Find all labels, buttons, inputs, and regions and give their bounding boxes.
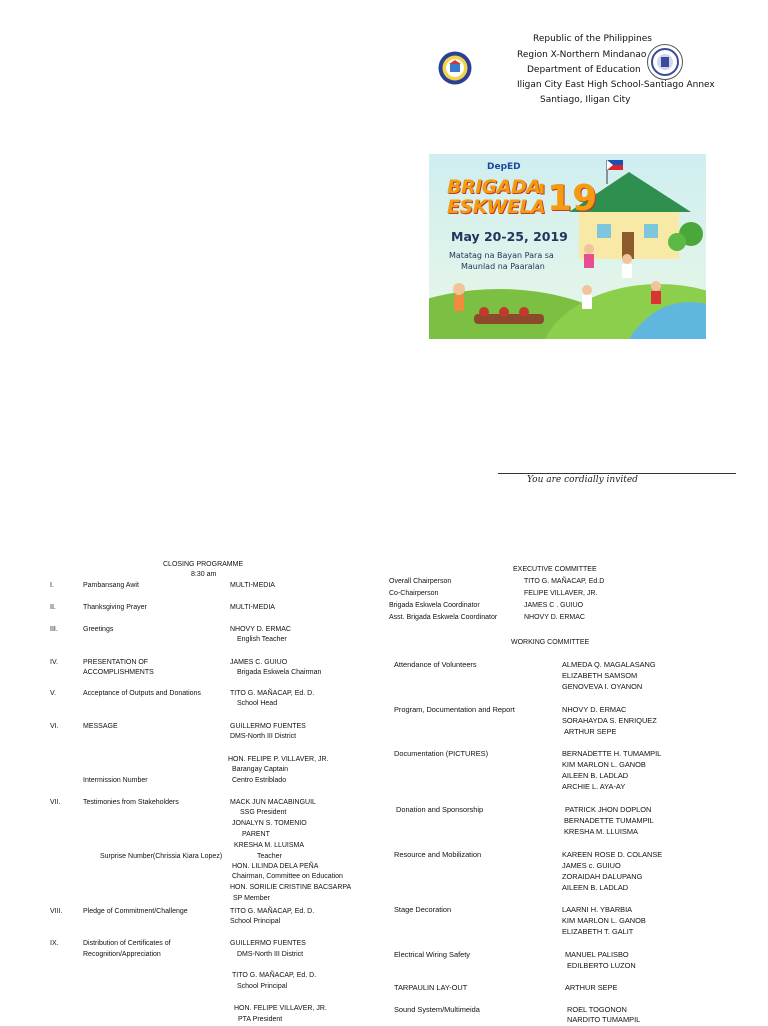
executive-name: NHOVY D. ERMAC <box>524 614 585 621</box>
brigada-eskwela-banner <box>429 154 706 339</box>
programme-person: JAMES C. GUIUO <box>230 659 288 666</box>
programme-item-label: Intermission Number <box>83 777 148 784</box>
working-member: BERNADETTE TUMAMPIL <box>564 816 654 825</box>
deped-seal-logo <box>647 44 683 80</box>
programme-num: VII. <box>50 799 61 806</box>
programme-item-label: Distribution of Certificates of <box>83 940 171 947</box>
programme-item-label: Pambansang Awit <box>83 582 139 589</box>
programme-item-label-2: Recognition/Appreciation <box>83 951 161 958</box>
programme-person: GUILLERMO FUENTES <box>230 723 306 730</box>
working-member: ARTHUR SEPE <box>565 983 618 992</box>
banner-dates: May 20-25, 2019 <box>451 229 568 244</box>
programme-num: VIII. <box>50 908 63 915</box>
programme-item-label-2: ACCOMPLISHMENTS <box>83 669 154 676</box>
header-line-4: Iligan City East High School-Santiago Annex <box>517 80 715 90</box>
working-task: Electrical Wiring Safety <box>394 950 470 959</box>
programme-person-role: DMS-North III District <box>230 733 297 740</box>
working-task: Resource and Mobilization <box>394 850 482 859</box>
working-member: KIM MARLON L. GANOB <box>562 916 646 925</box>
programme-person-role: English Teacher <box>237 636 287 643</box>
programme-person-role: DMS-North III District <box>237 951 304 958</box>
working-member: NHOVY D. ERMAC <box>562 705 627 714</box>
programme-num: V. <box>50 690 56 697</box>
deped-brand: DepED <box>487 162 521 172</box>
banner-slogan-2: Maunlad na Paaralan <box>461 262 545 271</box>
working-member: KAREEN ROSE D. COLANSE <box>562 850 663 859</box>
programme-item-label: Greetings <box>83 626 114 633</box>
programme-person-role: PARENT <box>242 831 270 838</box>
banner-title-2: ESKWELA <box>447 196 546 218</box>
working-member: AILEEN B. LADLAD <box>562 771 629 780</box>
programme-person-role: Brigada Eskwela Chairman <box>237 669 322 676</box>
working-member: SORAHAYDA S. ENRIQUEZ <box>562 716 657 725</box>
programme-item-label: Testimonies from Stakeholders <box>83 799 179 806</box>
programme-person-role: SP Member <box>233 895 270 902</box>
programme-person-role: SSG President <box>240 809 287 816</box>
programme-person-role: School Principal <box>230 918 281 925</box>
header-line-1: Republic of the Philippines <box>533 34 652 44</box>
executive-name: FELIPE VILLAVER, JR. <box>524 590 598 597</box>
programme-num: I. <box>50 582 54 589</box>
programme-item-label: Thanksgiving Prayer <box>83 604 147 611</box>
working-member: ZORAIDAH DALUPANG <box>562 872 643 881</box>
programme-person: HON. SORILIE CRISTINE BACSARPA <box>230 884 352 891</box>
programme-person: TITO G. MAÑACAP, Ed. D. <box>230 690 315 697</box>
programme-item-label: PRESENTATION OF <box>83 659 149 666</box>
working-task: Program, Documentation and Report <box>394 705 515 714</box>
working-member: ROEL TOGONON <box>567 1005 627 1014</box>
programme-person: HON. LILINDA DELA PEÑA <box>232 863 319 870</box>
working-member: NARDITO TUMAMPIL <box>567 1015 641 1024</box>
executive-name: JAMES C . GUIUO <box>524 602 584 609</box>
programme-num: VI. <box>50 723 59 730</box>
working-member: MANUEL PALISBO <box>565 950 629 959</box>
header-line-2: Region X-Northern Mindanao <box>517 50 647 60</box>
working-member: PATRICK JHON DOPLON <box>565 805 652 814</box>
working-member: KIM MARLON L. GANOB <box>562 760 646 769</box>
banner-year: '19 <box>536 178 598 219</box>
working-member: ARTHUR SEPE <box>564 727 617 736</box>
working-member: AILEEN B. LADLAD <box>562 883 629 892</box>
working-member: KRESHA M. LLUISMA <box>564 827 638 836</box>
programme-person-role: PTA President <box>238 1016 283 1023</box>
programme-title: CLOSING PROGRAMME <box>163 561 244 568</box>
programme-item-label: Surprise Number(Chrissia Kiara Lopez) <box>100 853 223 860</box>
programme-person: NHOVY D. ERMAC <box>230 626 291 633</box>
programme-item-label: Pledge of Commitment/Challenge <box>83 908 188 915</box>
working-member: LAARNI H. YBARBIA <box>562 905 633 914</box>
programme-person: TITO G. MAÑACAP, Ed. D. <box>232 972 317 979</box>
working-member: ELIZABETH SAMSOM <box>562 671 638 680</box>
executive-role: Overall Chairperson <box>389 578 452 585</box>
programme-person: HON. FELIPE P. VILLAVER, JR. <box>228 756 329 763</box>
programme-num: IV. <box>50 659 58 666</box>
working-task: Documentation (PICTURES) <box>394 749 489 758</box>
programme-person: KRESHA M. LLUISMA <box>234 842 305 849</box>
working-title: WORKING COMMITTEE <box>511 639 590 646</box>
executive-title: EXECUTIVE COMMITTEE <box>513 566 597 573</box>
working-member: JAMES c. GUIUO <box>562 861 621 870</box>
programme-person: TITO G. MAÑACAP, Ed. D. <box>230 908 315 915</box>
invitation-text: You are cordially invited <box>527 475 638 485</box>
banner-title-1: BRIGADA <box>447 176 541 198</box>
working-task: Stage Decoration <box>394 905 452 914</box>
working-task: TARPAULIN LAY-OUT <box>394 983 468 992</box>
programme-person: MULTI-MEDIA <box>230 604 275 611</box>
header-line-3: Department of Education <box>527 65 641 75</box>
programme-person: Centro Estriblado <box>232 777 287 784</box>
working-member: EDILBERTO LUZON <box>567 961 636 970</box>
programme-person-role: School Principal <box>237 983 288 990</box>
programme-person-role: Barangay Captain <box>232 766 289 773</box>
programme-item-label: Acceptance of Outputs and Donations <box>83 690 201 697</box>
header-line-5: Santiago, Iligan City <box>540 95 631 105</box>
programme-time: 8:30 am <box>191 571 217 578</box>
school-seal-logo <box>438 51 472 85</box>
programme-item-label: MESSAGE <box>83 723 118 730</box>
working-member: ELIZABETH T. GALIT <box>562 927 634 936</box>
programme-num: IX. <box>50 940 59 947</box>
programme-person: MACK JUN MACABINGUIL <box>230 799 316 806</box>
programme-person: JONALYN S. TOMENIO <box>232 820 307 827</box>
working-task: Donation and Sponsorship <box>396 805 484 814</box>
programme-person-role: Chairman, Committee on Education <box>232 873 343 880</box>
executive-role: Brigada Eskwela Coordinator <box>389 602 480 609</box>
invitation-rule <box>498 473 736 474</box>
programme-num: III. <box>50 626 58 633</box>
working-member: ALMEDA Q. MAGALASANG <box>562 660 656 669</box>
working-member: ARCHIE L. AYA-AY <box>562 782 626 791</box>
working-task: Sound System/Multimeida <box>394 1005 480 1014</box>
working-member: BERNADETTE H. TUMAMPIL <box>562 749 662 758</box>
programme-person-role: School Head <box>237 700 278 707</box>
programme-num: II. <box>50 604 56 611</box>
programme-person: MULTI-MEDIA <box>230 582 275 589</box>
programme-person-role: Teacher <box>257 853 282 860</box>
programme-person: GUILLERMO FUENTES <box>230 940 306 947</box>
working-member: GENOVEVA I. OYANON <box>562 682 643 691</box>
banner-slogan-1: Matatag na Bayan Para sa <box>449 251 554 260</box>
executive-role: Co-Chairperson <box>389 590 439 597</box>
executive-role: Asst. Brigada Eskwela Coordinator <box>389 614 498 621</box>
working-task: Attendance of Volunteers <box>394 660 477 669</box>
programme-person: HON. FELIPE VILLAVER, JR. <box>234 1005 327 1012</box>
executive-name: TITO G. MAÑACAP, Ed.D <box>524 578 605 585</box>
